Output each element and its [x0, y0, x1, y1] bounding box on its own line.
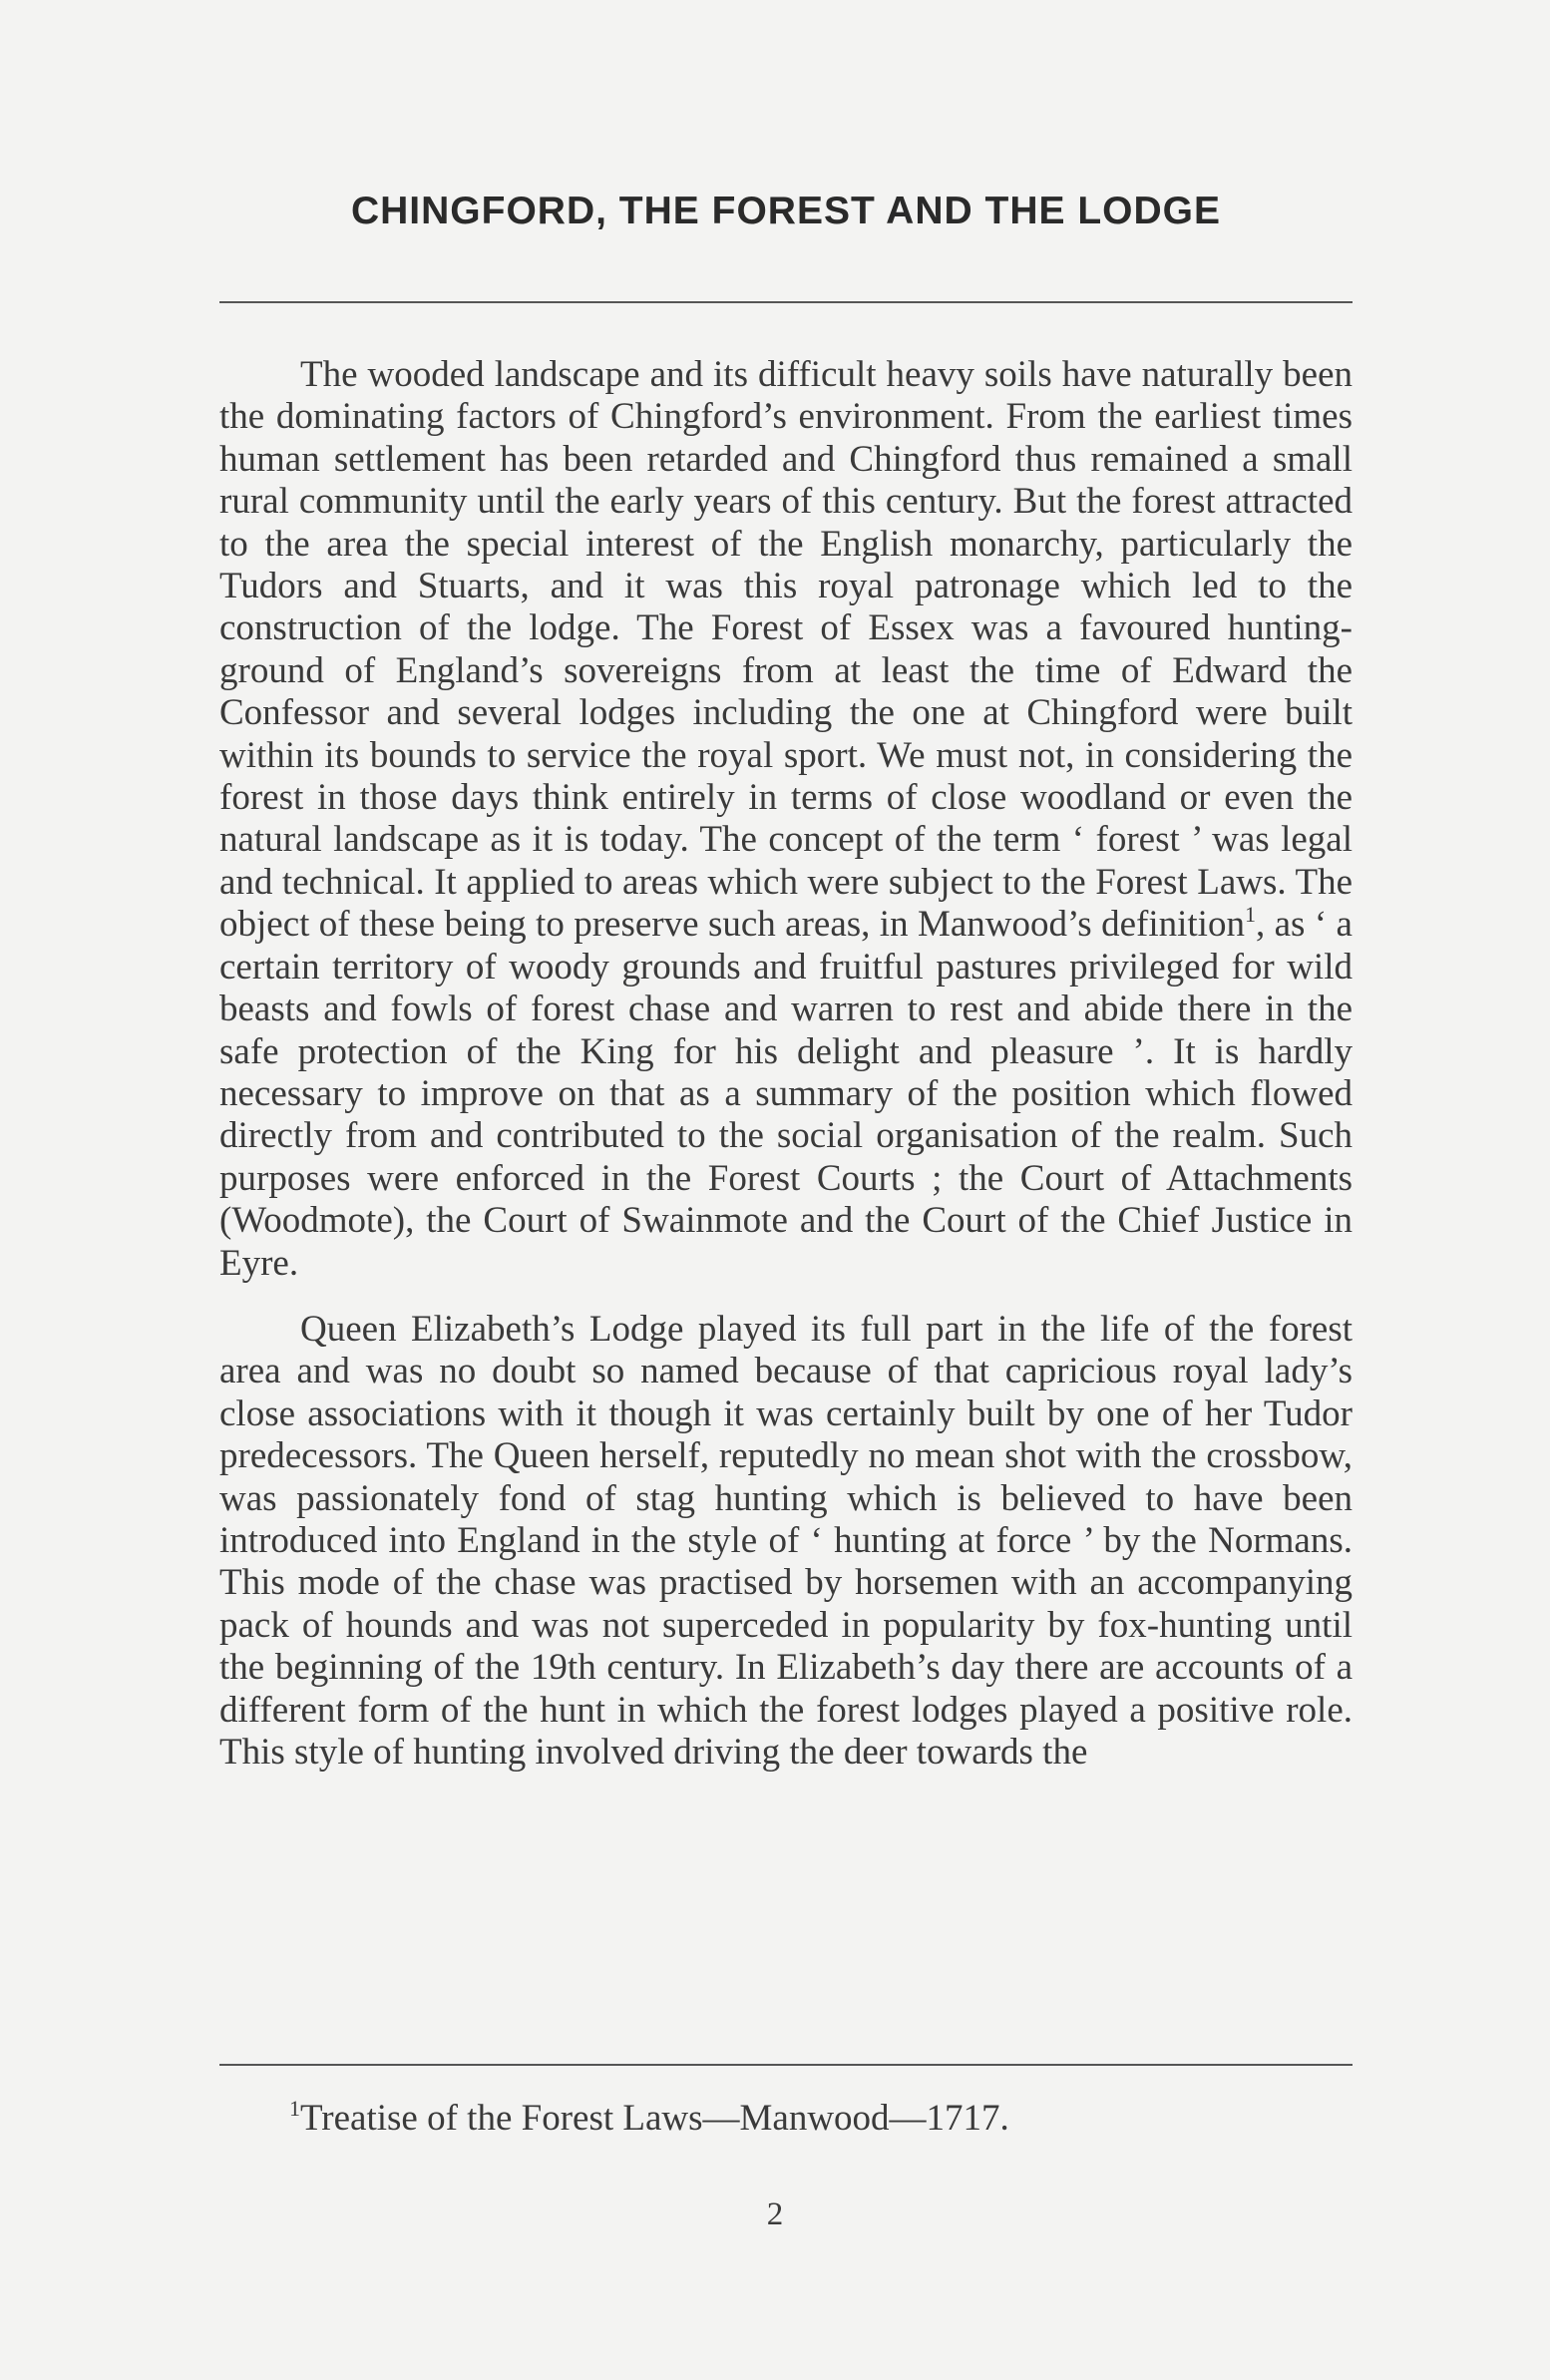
body-text: [219, 354, 1353, 1774]
footnote-divider: [219, 2064, 1353, 2066]
title-divider: [219, 301, 1353, 303]
footnote: [289, 2097, 1009, 2140]
page-number: 2: [766, 2196, 784, 2232]
footnote-marker: 1: [289, 2096, 300, 2121]
paragraph-1-text-b: , as ‘ a certain territory of woody grounds and fruitful pastures privileged for wild beasts and fowls of forest chase and warren to rest and abide there in the safe protection of the King for his delight and pleasure ’. It is hardly necessary to improve on that as a summary of the position which flowed directly from and contributed to the social organisation of the realm. Such purposes were enforced in the Forest Courts ; the Court of Attachments (Woodmote), the Court of Swainmote and the Court of the Chief Justice in Eyre.: [219, 904, 1353, 1284]
footnote-text: Treatise of the Forest Laws—Manwood—1717.: [300, 2098, 1009, 2139]
paragraph-1-text-a: The wooded landscape and its difficult heavy soils have naturally been the dominating factors of Chingford’s environment. From the earliest times human settlement has been retarded and Chingford thus remained a small rural community until the early years of this century. But the forest attracted to the area the special interest of the English monarchy, particularly the Tudors and Stuarts, and it was this royal patronage which led to the construction of the lodge. The Forest of Essex was a favoured hunting-ground of England’s sovereigns from at least the time of Edward the Confessor and several lodges including the one at Chingford were built within its bounds to service the royal sport. We must not, in considering the forest in those days think entirely in terms of close woodland or even the natural landscape as it is today. The concept of the term ‘ forest ’ was legal and technical. It applied to areas which were subject to the Forest Laws. The object of these being to preserve such areas, in Manwood’s definition: [219, 354, 1353, 946]
page-title: CHINGFORD, THE FOREST AND THE LODGE: [350, 190, 1222, 232]
paragraph-2: Queen Elizabeth’s Lodge played its full part in the life of the forest area and was no doubt so named because of that capricious royal lady’s close associations with it though it was certainly built by one of her Tudor predecessors. The Queen herself, reputedly no mean shot with the crossbow, was passionately fond of stag hunting which is believed to have been introduced into England in the style of ‘ hunting at force ’ by the Normans. This mode of the chase was practised by horsemen with an accompanying pack of hounds and was not superceded in popularity by fox-hunting until the beginning of the 19th century. In Elizabeth’s day there are accounts of a different form of the hunt in which the forest lodges played a positive role. This style of hunting involved driving the deer towards the: [219, 1308, 1353, 1773]
paragraph-1: [219, 354, 1353, 1285]
footnote-reference: 1: [1244, 902, 1256, 928]
